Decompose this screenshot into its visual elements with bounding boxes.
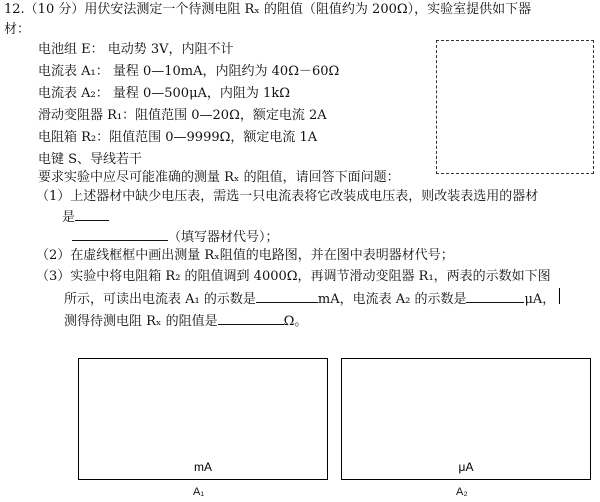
q3-blank-rx[interactable]: [218, 312, 284, 325]
q1-answer-line: [62, 208, 109, 226]
q1-answer-line-2: [72, 228, 279, 246]
equipment-resistance-box-r2: 电阻箱 R₂：阻值范围 0—9999Ω，额定电流 1A: [38, 130, 318, 145]
equipment-rheostat-r1: 滑动变阻器 R₁：阻值范围 0—20Ω，额定电流 2A: [38, 108, 327, 123]
meter-a1: [78, 358, 328, 480]
meter-a1-caption: A₁: [193, 486, 205, 498]
meter-a2: [341, 358, 591, 480]
q3-text-c2: Ω。: [283, 314, 308, 329]
q3-text-c1: 测得待测电阻 Rₓ 的阻值是: [64, 314, 218, 329]
q3-text: （3）实验中将电阻箱 R₂ 的阻值调到 4000Ω，再调节滑动变阻器 R₁，两表的示数如下图: [36, 269, 551, 284]
equipment-battery: 电池组 E： 电动势 3V，内阻不计: [38, 42, 234, 57]
meter-a2-dial: [342, 359, 590, 479]
q3-blank-a1[interactable]: [256, 290, 318, 303]
equipment-switch-wires: 电键 S、导线若干: [38, 152, 143, 167]
q3-text-b2: mA，电流表 A₂ 的示数是: [317, 292, 467, 307]
q1-text-c: （填写器材代号）；: [168, 230, 279, 245]
meter-unit: μA: [458, 460, 474, 474]
equipment-ammeter-a2: 电流表 A₂： 量程 0—500μA，内阻为 1kΩ: [38, 86, 290, 101]
question-header-cont: 材：: [4, 22, 31, 37]
text-cursor: [559, 288, 560, 304]
q3-readings-line: [64, 290, 555, 308]
question-header: 12.（10 分）用伏安法测定一个待测电阻 Rₓ 的阻值（阻值约为 200Ω），实验室提供如下器: [4, 2, 532, 17]
requirement-text: 要求实验中应尽可能准确的测量 Rₓ 的阻值，请回答下面问题：: [38, 170, 400, 185]
q1-blank-1[interactable]: [75, 208, 109, 221]
q3-text-b1: 所示，可读出电流表 A₁ 的示数是: [64, 292, 256, 307]
q1-text: （1）上述器材中缺少电压表，需选一只电流表将它改装成电压表，则改装表选用的器材: [36, 189, 539, 204]
q1-text-b: 是: [62, 210, 76, 225]
q2-text: （2）在虚线框框中画出测量 Rₓ阻值的电路图，并在图中表明器材代号；: [36, 248, 454, 263]
meter-a1-dial: [79, 359, 327, 479]
circuit-drawing-box[interactable]: [436, 40, 594, 174]
meter-unit: mA: [194, 460, 212, 474]
q3-result-line: [64, 312, 307, 330]
equipment-ammeter-a1: 电流表 A₁： 量程 0—10mA，内阻约为 40Ω－60Ω: [38, 64, 340, 79]
q3-blank-a2[interactable]: [466, 290, 524, 303]
q3-text-b3: μA，: [524, 292, 556, 307]
meter-a2-caption: A₂: [456, 486, 468, 498]
q1-blank-2[interactable]: [72, 228, 168, 241]
